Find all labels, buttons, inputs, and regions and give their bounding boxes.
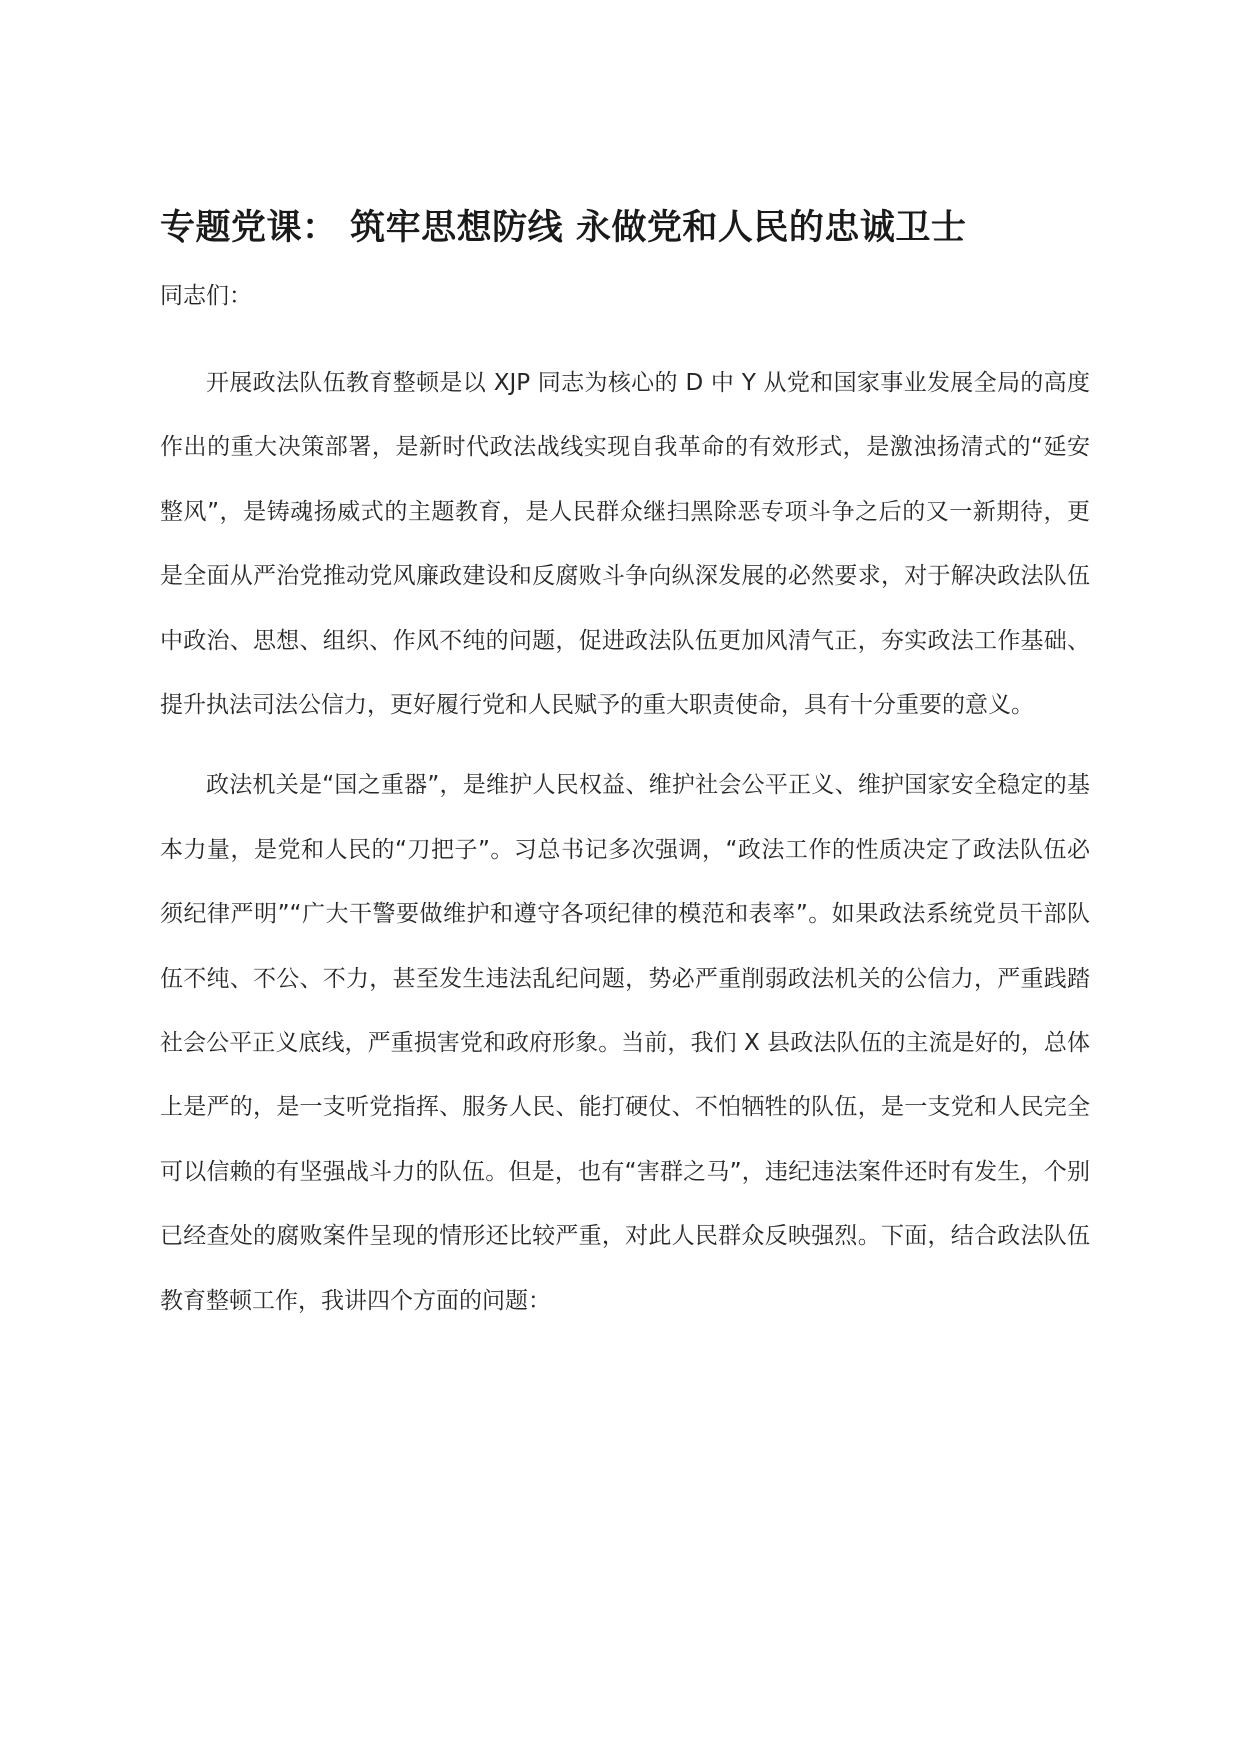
paragraph-2: 政法机关是“国之重器”，是维护人民权益、维护社会公平正义、维护国家安全稳定的基本力量，是党和人民的“刀把子”。习总书记多次强调，“政法工作的性质决定了政法队伍必须纪律严明”“广大干警要做维护和遵守各项纪律的模范和表率”。如果政法系统党员干部队伍不纯、不公、不力，甚至发生违法乱纪问题，势必严重削弱政法机关的公信力，严重践踏社会公平正义底线，严重损害党和政府形象。当前，我们 X 县政法队伍的主流是好的，总体上是严的，是一支听党指挥、服务人民、能打硬仗、不怕牺牲的队伍，是一支党和人民完全可以信赖的有坚强战斗力的队伍。但是，也有“害群之马”，违纪违法案件还时有发生，个别已经查处的腐败案件呈现的情形还比较严重，对此人民群众反映强烈。下面，结合政法队伍教育整顿工作，我讲四个方面的问题： bbox=[160, 772, 1090, 1314]
document-title: 专题党课： 筑牢思想防线 永做党和人民的忠诚卫士 bbox=[160, 208, 967, 248]
salutation: 同志们： bbox=[160, 283, 252, 309]
document-body bbox=[160, 203, 1090, 1333]
paragraph-1: 开展政法队伍教育整顿是以 XJP 同志为核心的 D 中 Y 从党和国家事业发展全局的高度作出的重大决策部署，是新时代政法战线实现自我革命的有效形式，是激浊扬清式的“延安整风”，是铸魂扬威式的主题教育，是人民群众继扫黑除恶专项斗争之后的又一新期待，更是全面从严治党推动党风廉政建设和反腐败斗争向纵深发展的必然要求，对于解决政法队伍中政治、思想、组织、作风不纯的问题，促进政法队伍更加风清气正，夯实政法工作基础、提升执法司法公信力，更好履行党和人民赋予的重大职责使命，具有十分重要的意义。 bbox=[160, 370, 1090, 719]
